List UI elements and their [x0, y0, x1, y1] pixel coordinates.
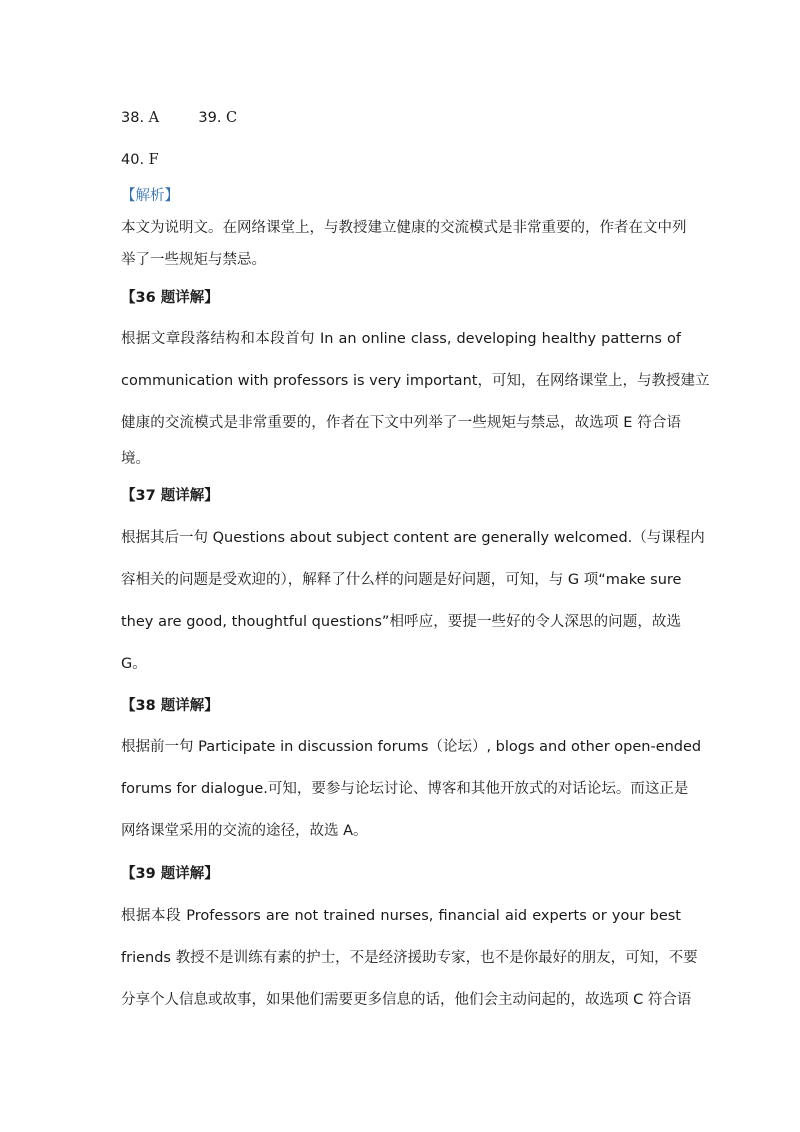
section-38-line: forums for dialogue.可知，要参与论坛讨论、博客和其他开放式的对话论坛。而这正是: [121, 781, 689, 797]
answer-39-number: 39.: [198, 110, 222, 126]
answer-row-40: [121, 150, 681, 170]
answer-40-number: 40.: [121, 152, 145, 168]
section-36-line: 境。: [121, 451, 150, 467]
section-39-line: 根据本段 Professors are not trained nurses, financial aid experts or your best: [121, 908, 681, 924]
section-37-line: they are good, thoughtful questions”相呼应，要提一些好的令人深思的问题，故选: [121, 614, 681, 630]
answer-38-number: 38.: [121, 110, 145, 126]
answer-39-letter: C: [226, 110, 238, 126]
summary-line: 本文为说明文。在网络课堂上，与教授建立健康的交流模式是非常重要的，作者在文中列: [121, 220, 687, 236]
summary-line: 举了一些规矩与禁忌。: [121, 252, 266, 268]
section-38-line: 根据前一句 Participate in discussion forums（论坛）, blogs and other open-ended: [121, 739, 702, 755]
section-38-line: 网络课堂采用的交流的途径，故选 A。: [121, 823, 368, 839]
section-37-line: G。: [121, 656, 147, 672]
section-36-line: 根据文章段落结构和本段首句 In an online class, developing healthy patterns of: [121, 331, 681, 347]
section-39-line: friends 教授不是训练有素的护士，不是经济援助专家，也不是你最好的朋友，可知，不要: [121, 950, 698, 966]
answer-40-letter: F: [148, 152, 159, 168]
section-37-line: 根据其后一句 Questions about subject content are generally welcomed.（与课程内: [121, 530, 705, 546]
section-title-37: 【37 题详解】: [121, 488, 219, 504]
section-36-line: 健康的交流模式是非常重要的，作者在下文中列举了一些规矩与禁忌，故选项 E 符合语: [121, 415, 681, 431]
section-39-line: 分享个人信息或故事，如果他们需要更多信息的话，他们会主动问起的，故选项 C 符合语: [121, 992, 692, 1008]
section-title-36: 【36 题详解】: [121, 290, 219, 306]
analysis-label: 【解析】: [121, 188, 179, 204]
answer-row-38-39: [121, 108, 681, 128]
section-title-38: 【38 题详解】: [121, 698, 219, 714]
section-37-line: 容相关的问题是受欢迎的），解释了什么样的问题是好问题，可知，与 G 项“make sure: [121, 572, 682, 588]
answer-38-letter: A: [148, 110, 160, 126]
section-36-line: communication with professors is very important，可知，在网络课堂上，与教授建立: [121, 373, 710, 389]
section-title-39: 【39 题详解】: [121, 866, 219, 882]
